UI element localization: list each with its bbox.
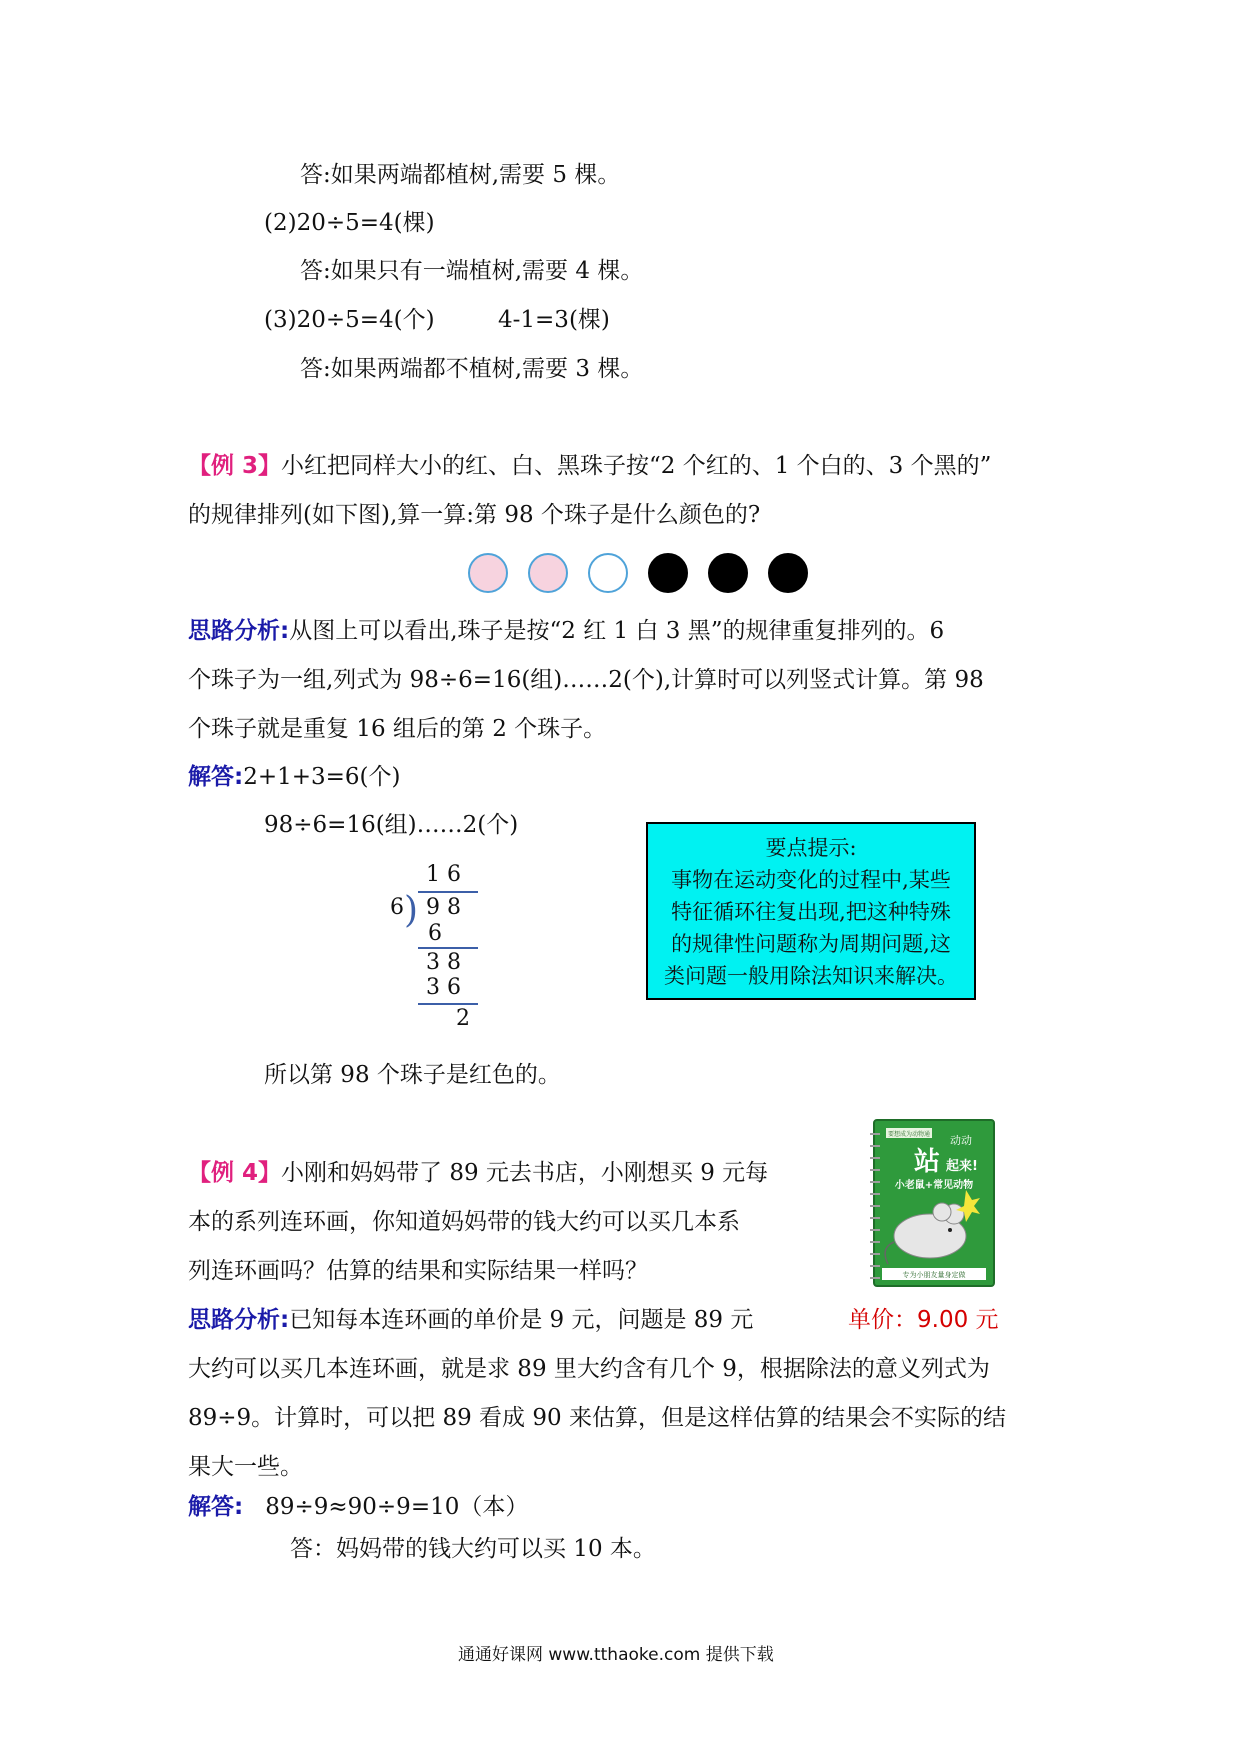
example-3-problem-line2: 的规律排列(如下图),算一算:第 98 个珠子是什么颜色的? [188,502,761,528]
solution-label-4: 解答: [188,1494,244,1520]
solution-4-text-1: 89÷9≈90÷9=10（本） [265,1494,529,1520]
book-cover-image [868,1118,998,1290]
division-remainder: 2 [456,1006,470,1031]
example-4-analysis-line3: 89÷9。计算时，可以把 89 看成 90 来估算，但是这样估算的结果会不实际的结 [188,1405,1006,1431]
svg-text:要想成为动物通: 要想成为动物通 [887,1131,931,1138]
example-4-tag: 【例 4】 [188,1160,282,1186]
example-3-solution-line2: 98÷6=16(组)……2(个) [264,812,519,838]
division-dividend: 9 8 [426,895,461,920]
bead-black-2 [708,553,748,593]
tip-line-1: 事物在运动变化的过程中,某些 [671,868,951,892]
example-4-text-1: 小刚和妈妈带了 89 元去书店，小刚想买 9 元每 [281,1160,769,1186]
example-3-solution-line1 [188,762,401,792]
example-3-conclusion: 所以第 98 个珠子是红色的。 [264,1062,561,1088]
answer-3: 答:如果两端都不植树,需要 3 棵。 [300,356,644,382]
key-point-box [646,822,976,1000]
division-bar [418,891,478,893]
division-divisor: 6 [390,895,404,920]
bead-pink-2 [528,553,568,593]
division-step2: 3 6 [426,975,461,1000]
answer-2: 答:如果只有一端植树,需要 4 棵。 [300,258,644,284]
svg-text:站: 站 [914,1147,941,1177]
svg-text:小老鼠+常见动物: 小老鼠+常见动物 [894,1180,974,1191]
division-rule-2 [418,1003,478,1005]
division-rem1: 3 8 [426,950,461,975]
division-step1: 6 [428,921,442,946]
example-4-solution-line1 [188,1492,528,1522]
division-rule-1 [418,947,478,949]
example-4-problem-line1 [188,1158,768,1188]
example-4-answer: 答：妈妈带的钱大约可以买 10 本。 [290,1536,656,1562]
bead-black-1 [648,553,688,593]
svg-text:动动: 动动 [950,1134,972,1147]
example-4-analysis-line2: 大约可以买几本连环画，就是求 89 里大约含有几个 9，根据除法的意义列式为 [188,1356,990,1382]
bead-black-3 [768,553,808,593]
svg-text:专为小朋友量身定做: 专为小朋友量身定做 [902,1271,966,1279]
answer-1: 答:如果两端都植树,需要 5 棵。 [300,162,621,188]
example-4-analysis-line1 [188,1305,753,1335]
solution-label: 解答: [188,764,244,790]
tip-line-3: 的规律性问题称为周期问题,这 [671,932,951,956]
division-quotient: 1 6 [426,862,461,887]
example-3-analysis-line2: 个珠子为一组,列式为 98÷6=16(组)……2(个),计算时可以列竖式计算。第 98 [188,667,984,693]
example-4-analysis-line4: 果大一些。 [188,1454,303,1480]
tip-line-2: 特征循环往复出现,把这种特殊 [671,900,951,924]
bead-pink-1 [468,553,508,593]
bead-white [588,553,628,593]
part-3-formula-a: (3)20÷5=4(个) [264,307,435,333]
analysis-label: 思路分析: [188,618,290,644]
analysis-4-text-1: 已知每本连环画的单价是 9 元，问题是 89 元 [289,1307,754,1333]
analysis-label-4: 思路分析: [188,1307,290,1333]
part-2-formula: (2)20÷5=4(棵) [264,210,435,236]
tip-line-4: 类问题一般用除法知识来解决。 [664,964,958,988]
analysis-text-1: 从图上可以看出,珠子是按“2 红 1 白 3 黑”的规律重复排列的。6 [289,618,945,644]
example-4-problem-line2: 本的系列连环画，你知道妈妈带的钱大约可以买几本系 [188,1209,740,1235]
example-4-problem-line3: 列连环画吗？估算的结果和实际结果一样吗？ [188,1258,648,1284]
unit-price-label: 单价：9.00 元 [848,1307,999,1333]
tip-title: 要点提示: [765,836,857,860]
division-bracket: ) [404,890,419,931]
example-3-analysis-line3: 个珠子就是重复 16 组后的第 2 个珠子。 [188,716,607,742]
example-3-problem-line1 [188,451,991,481]
svg-text:起来!: 起来! [946,1159,978,1174]
example-3-analysis-line1 [188,616,944,646]
example-3-tag: 【例 3】 [188,453,282,479]
part-3-formula-b: 4-1=3(棵) [498,307,610,333]
example-3-text-1: 小红把同样大小的红、白、黑珠子按“2 个红的、1 个白的、3 个黑的” [281,453,992,479]
page-footer: 通通好课网 www.tthaoke.com 提供下载 [458,1645,774,1665]
solution-text-1: 2+1+3=6(个) [243,764,401,790]
